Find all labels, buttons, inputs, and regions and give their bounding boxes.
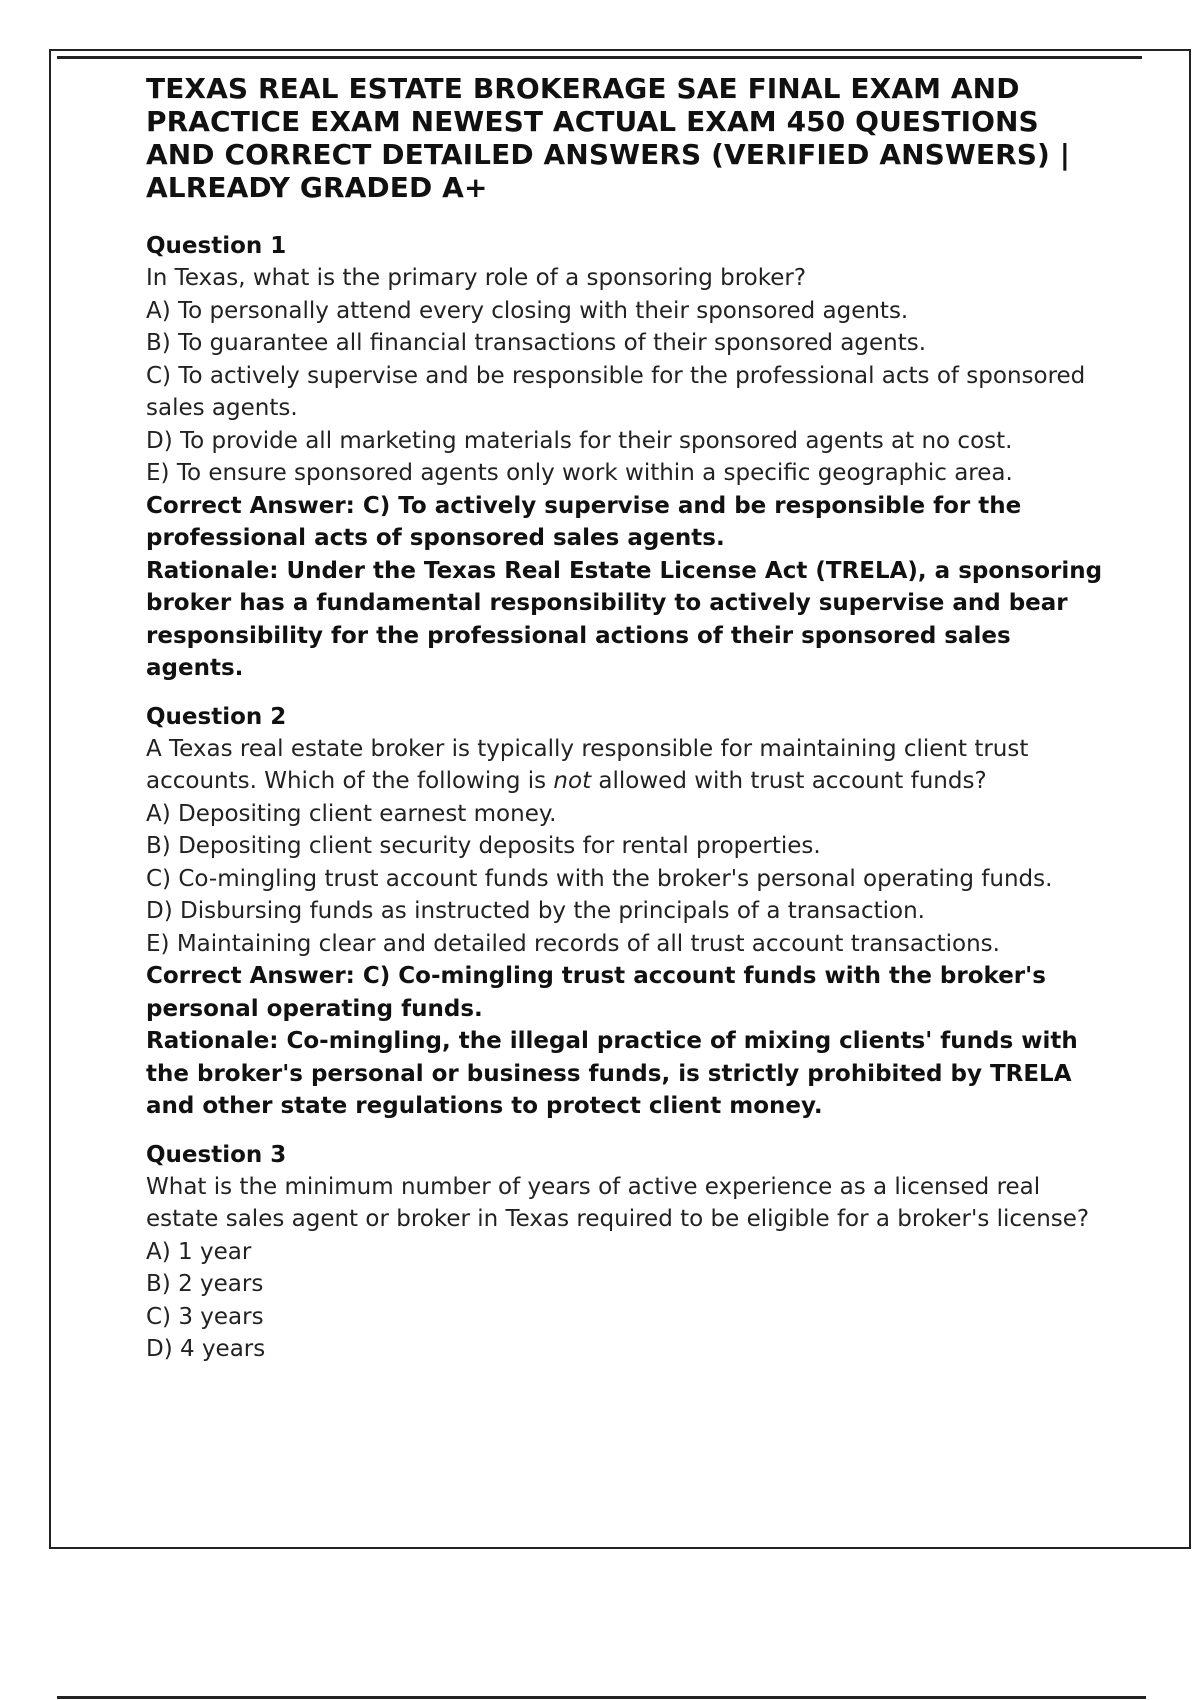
option-e: E) To ensure sponsored agents only work within a specific geographic area.	[146, 460, 1013, 486]
document-content	[146, 72, 1106, 1382]
prompt-emphasis: not	[553, 768, 592, 794]
option-d: D) Disbursing funds as instructed by the principals of a transaction.	[146, 898, 925, 924]
question-prompt	[146, 733, 1106, 798]
rationale: Rationale: Under the Texas Real Estate License Act (TRELA), a sponsoring broker has a fundamental responsibility to actively supervise and bear responsibility for the professional actions of their sponsored sales agents.	[146, 557, 1103, 681]
option-b: B) To guarantee all financial transactions of their sponsored agents.	[146, 330, 927, 356]
question-prompt: In Texas, what is the primary role of a sponsoring broker?	[146, 265, 807, 291]
document-title: TEXAS REAL ESTATE BROKERAGE SAE FINAL EXAM AND PRACTICE EXAM NEWEST ACTUAL EXAM 450 QUESTIONS AND CORRECT DETAILED ANSWERS (VERIFIED ANSWERS) | ALREADY GRADED A+	[146, 72, 1071, 204]
footer-rule	[57, 1696, 1146, 1699]
option-a: A) 1 year	[146, 1238, 252, 1265]
question-heading: Question 1	[146, 233, 287, 259]
correct-answer: Correct Answer: C) Co-mingling trust account funds with the broker's personal operating funds.	[146, 963, 1046, 1022]
question-prompt: What is the minimum number of years of active experience as a licensed real estate sales agent or broker in Texas required to be eligible for a broker's license?	[146, 1173, 1090, 1232]
option-d: D) 4 years	[146, 1336, 266, 1362]
prompt-text: A Texas real estate broker is typically responsible for maintaining client trust accounts. Which of the following is	[146, 735, 1029, 794]
option-b: B) 2 years	[146, 1271, 264, 1297]
prompt-text: allowed with trust account funds?	[591, 768, 987, 794]
option-c: C) To actively supervise and be responsible for the professional acts of sponsored sales agents.	[146, 362, 1086, 421]
option-e: E) Maintaining clear and detailed records of all trust account transactions.	[146, 930, 1000, 957]
correct-answer: Correct Answer: C) To actively supervise and be responsible for the professional acts of sponsored sales agents.	[146, 492, 1022, 551]
option-c: C) 3 years	[146, 1303, 264, 1330]
option-a: A) To personally attend every closing with their sponsored agents.	[146, 297, 909, 324]
question-heading: Question 2	[146, 703, 287, 730]
question-1	[146, 230, 1106, 685]
option-b: B) Depositing client security deposits for rental properties.	[146, 833, 821, 859]
option-a: A) Depositing client earnest money.	[146, 800, 557, 827]
option-d: D) To provide all marketing materials for their sponsored agents at no cost.	[146, 427, 1013, 454]
rationale: Rationale: Co-mingling, the illegal practice of mixing clients' funds with the broker's personal or business funds, is strictly prohibited by TRELA and other state regulations to protect client money.	[146, 1028, 1078, 1119]
question-3	[146, 1139, 1106, 1366]
question-2	[146, 701, 1106, 1123]
question-heading: Question 3	[146, 1141, 287, 1168]
header-rule	[57, 56, 1142, 59]
option-c: C) Co-mingling trust account funds with the broker's personal operating funds.	[146, 865, 1053, 892]
